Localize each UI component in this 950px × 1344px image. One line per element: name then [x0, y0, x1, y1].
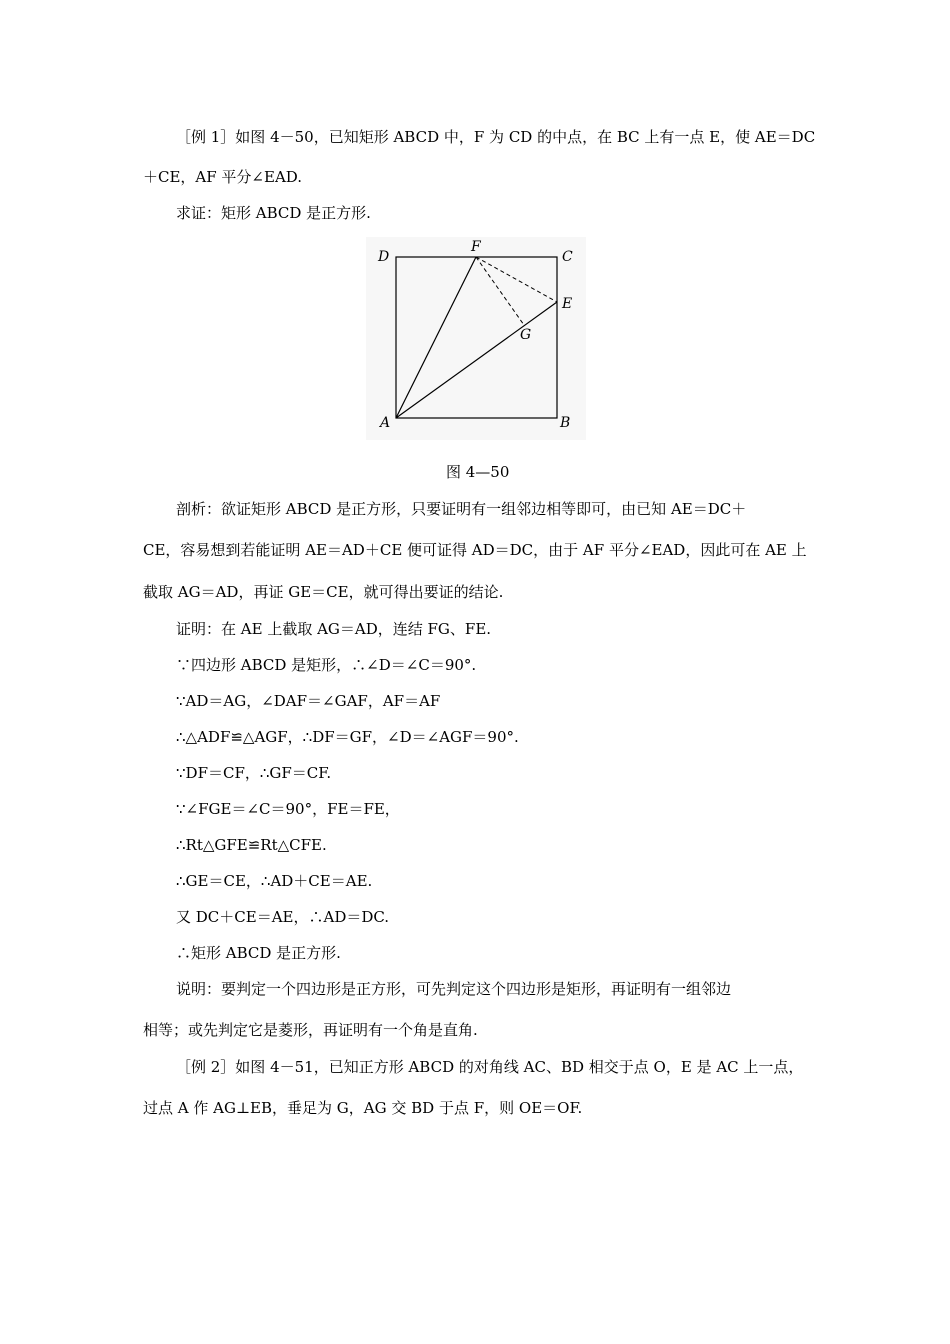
label-e: E — [562, 296, 573, 312]
proof-conclusion: ∴矩形 ABCD 是正方形. — [176, 944, 341, 962]
example2-line1: ［例 2］如图 4－51，已知正方形 ABCD 的对角线 AC、BD 相交于点 O，E 是 AC 上一点， — [176, 1058, 804, 1076]
example2-line2: 过点 A 作 AG⊥EB，垂足为 G，AG 交 BD 于点 F，则 OE＝OF. — [143, 1099, 583, 1117]
analysis-line1: 剖析：欲证矩形 ABCD 是正方形，只要证明有一组邻边相等即可，由已知 AE＝DC＋ — [176, 500, 747, 518]
segment-ae — [396, 302, 557, 418]
proof-line4: ∴△ADF≌△AGF，∴DF＝GF，∠D＝∠AGF＝90°. — [176, 728, 519, 746]
proof-line5: ∵DF＝CF，∴GF＝CF. — [176, 764, 332, 782]
segment-fe — [476, 257, 557, 302]
note-line2: 相等；或先判定它是菱形，再证明有一个角是直角. — [143, 1021, 478, 1039]
proof-line7: ∴Rt△GFE≌Rt△CFE. — [176, 836, 327, 854]
segment-af — [396, 257, 476, 418]
segment-fg — [476, 257, 524, 325]
proof-line9: 又 DC＋CE＝AE，∴AD＝DC. — [176, 908, 390, 926]
proof-line6: ∵∠FGE＝∠C＝90°，FE＝FE， — [176, 800, 400, 818]
label-f: F — [471, 239, 481, 255]
figure-caption: 图 4—50 — [446, 463, 510, 481]
proof-line3: ∵AD＝AG，∠DAF＝∠GAF，AF＝AF — [176, 692, 441, 710]
note-line1: 说明：要判定一个四边形是正方形，可先判定这个四边形是矩形，再证明有一组邻边 — [176, 980, 732, 998]
proof-line1: 证明：在 AE 上截取 AG＝AD，连结 FG、FE. — [176, 620, 492, 638]
label-a: A — [380, 415, 391, 431]
label-b: B — [560, 415, 571, 431]
label-c: C — [562, 249, 573, 265]
analysis-line2: CE，容易想到若能证明 AE＝AD＋CE 便可证得 AD＝DC，由于 AF 平分∠EAD，因此可在 AE 上 — [143, 541, 807, 559]
figure-4-50 — [366, 237, 586, 440]
example1-line1: ［例 1］如图 4－50，已知矩形 ABCD 中，F 为 CD 的中点，在 BC 上有一点 E，使 AE＝DC — [176, 128, 816, 146]
proof-line8: ∴GE＝CE，∴AD＋CE＝AE. — [176, 872, 373, 890]
prove-statement: 求证：矩形 ABCD 是正方形. — [176, 204, 371, 222]
label-d: D — [378, 249, 390, 265]
example1-line2: ＋CE，AF 平分∠EAD. — [143, 168, 303, 186]
geometry-diagram — [366, 237, 586, 440]
square-abcd — [396, 257, 557, 418]
label-g: G — [520, 327, 532, 343]
analysis-line3: 截取 AG＝AD，再证 GE＝CE，就可得出要证的结论. — [143, 583, 504, 601]
proof-line2: ∵四边形 ABCD 是矩形，∴∠D＝∠C＝90°. — [176, 656, 477, 674]
